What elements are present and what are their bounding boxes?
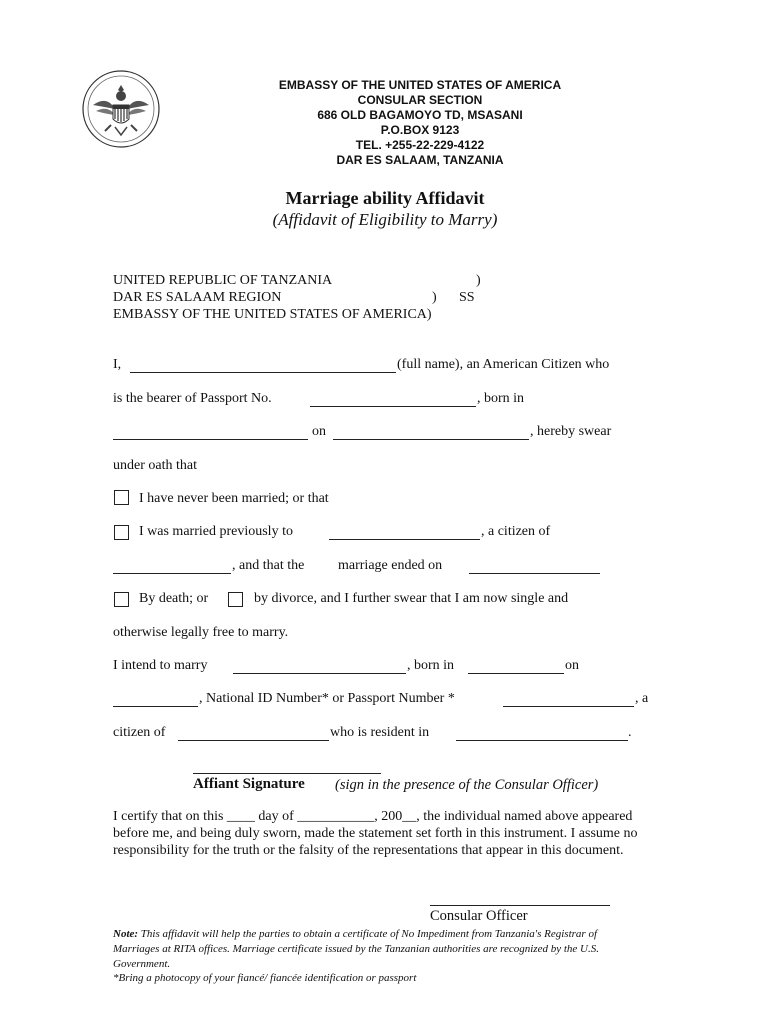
body-text: , born in [407,658,455,673]
previously-married-checkbox[interactable] [114,525,129,540]
full-name-field[interactable] [130,372,396,373]
affiant-signature-label: Affiant Signature [193,776,305,792]
intended-spouse-birthdate-field[interactable] [113,706,198,707]
body-text: by divorce, and I further swear that I am now single and [254,591,569,606]
body-text: , and that the [232,558,305,573]
residence-field[interactable] [456,740,628,741]
passport-number-field[interactable] [310,406,476,407]
telephone: TEL. +255-22-229-4122 [355,138,485,152]
venue-paren: ) [432,290,437,305]
body-text: By death; or [139,591,209,606]
marriage-end-date-field[interactable] [469,573,600,574]
note-bring-photocopy: *Bring a photocopy of your fiancé/ fiancée identification or passport [113,972,417,984]
body-text: on [565,658,579,673]
body-text: on [312,424,326,439]
body-text: I intend to marry [113,658,208,673]
spouse-citizenship-field[interactable] [178,740,329,741]
birthplace-field[interactable] [113,439,308,440]
death-checkbox[interactable] [114,592,129,607]
body-text: otherwise legally free to marry. [113,625,289,640]
section-name: CONSULAR SECTION [357,93,483,107]
affiant-signature-hint: (sign in the presence of the Consular Officer) [335,777,599,793]
venue-country: UNITED REPUBLIC OF TANZANIA [113,273,333,288]
venue-ss: SS [459,290,475,305]
venue-paren: ) [476,273,481,288]
body-text: marriage ended on [338,558,443,573]
id-number-field[interactable] [503,706,634,707]
body-text: , hereby swear [530,424,612,439]
birthdate-field[interactable] [333,439,529,440]
body-text: who is resident in [330,725,430,740]
body-text: I was married previously to [139,524,293,539]
document-subtitle: (Affidavit of Eligibility to Marry) [272,210,498,229]
body-text: (full name), an American Citizen who [397,357,610,372]
embassy-name: EMBASSY OF THE UNITED STATES OF AMERICA [278,78,562,92]
body-text: , born in [477,391,525,406]
note-text: This affidavit will help the parties to obtain a certificate of No Impediment from Tanzania's Registrar of Marriages at RITA offices. Marriage certificate issued by the Tanzanian authorities are recognized by the U.S. Government. [113,928,599,970]
note-paragraph [113,927,643,972]
divorce-checkbox[interactable] [228,592,243,607]
body-text: , a citizen of [481,524,551,539]
body-text: I have never been married; or that [139,491,329,506]
previous-spouse-citizenship-field[interactable] [113,573,231,574]
body-text: is the bearer of Passport No. [113,391,272,406]
never-married-checkbox[interactable] [114,490,129,505]
address-street: 686 OLD BAGAMOYO TD, MSASANI [317,108,523,122]
intended-spouse-birthplace-field[interactable] [468,673,564,674]
document-title: Marriage ability Affidavit [285,188,485,208]
address-city: DAR ES SALAAM, TANZANIA [336,153,504,167]
body-text: citizen of [113,725,166,740]
consular-officer-signature-line[interactable] [430,905,610,906]
body-text: under oath that [113,458,197,473]
body-text: , National ID Number* or Passport Number * [199,691,455,706]
address-pobox: P.O.BOX 9123 [380,123,460,137]
previous-spouse-field[interactable] [329,539,480,540]
venue-region: DAR ES SALAAM REGION [113,290,282,305]
body-text: I, [113,357,125,372]
embassy-seal-icon [81,69,161,149]
consular-officer-label: Consular Officer [430,908,528,924]
intended-spouse-field[interactable] [233,673,406,674]
venue-embassy: EMBASSY OF THE UNITED STATES OF AMERICA) [113,307,432,322]
note-label: Note: [113,928,139,940]
certification-paragraph: I certify that on this ____ day of ___________, 200__, the individual named above appeared before me, and being duly sworn, made the statement set forth in this instrument. I assume no responsibility for the truth or the falsity of the representations that appear in this document. [113,809,638,858]
affiant-signature-line[interactable] [193,773,381,774]
body-text: . [628,725,632,740]
body-text: , a [635,691,649,706]
